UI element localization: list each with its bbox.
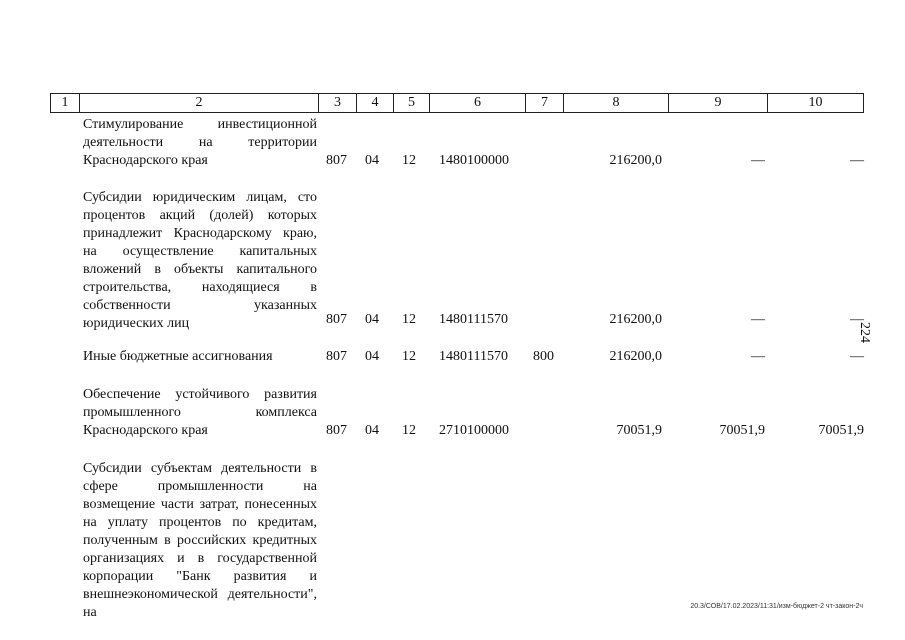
header-col-5: 5	[394, 94, 430, 112]
row-3-c3: 807	[326, 349, 347, 364]
row-4-c4: 04	[365, 423, 379, 438]
row-2-c3: 807	[326, 312, 347, 327]
row-5-name: Субсидии субъектам деятельности в сфере промышленности на возмещение части затрат, понесенных на уплату процентов по кредитам, полученным в российских кредитных организациях и в государственной корпорации "Банк развития и внешнеэкономической деятельности", на	[83, 461, 317, 620]
row-4-c3: 807	[326, 423, 347, 438]
header-col-1: 1	[51, 94, 80, 112]
row-1-c3: 807	[326, 153, 347, 168]
row-4-c9: 70051,9	[719, 423, 765, 438]
row-4-c10: 70051,9	[818, 423, 864, 438]
row-3-c7: 800	[533, 349, 554, 364]
page-number: 224	[857, 322, 872, 343]
header-col-6: 6	[430, 94, 526, 112]
document-footer: 20.3/СОВ/17.02.2023/11:31/изм-бюджет-2 чт-закон-2ч	[690, 603, 863, 610]
header-col-2: 2	[80, 94, 319, 112]
row-4-c5: 12	[402, 423, 416, 438]
row-4-c8: 70051,9	[616, 423, 662, 438]
row-3-c8: 216200,0	[609, 349, 662, 364]
row-1-c10: —	[850, 153, 864, 168]
header-col-10: 10	[808, 95, 823, 110]
row-1-c4: 04	[365, 153, 379, 168]
row-3-name: Иные бюджетные ассигнования	[83, 349, 273, 364]
row-2-c9: —	[751, 312, 765, 327]
row-3-c10: —	[850, 349, 864, 364]
row-4-c6: 2710100000	[439, 423, 509, 438]
row-1-c5: 12	[402, 153, 416, 168]
row-2-c4: 04	[365, 312, 379, 327]
row-3-c6: 1480111570	[439, 349, 508, 364]
row-2-c8: 216200,0	[609, 312, 662, 327]
row-1-c8: 216200,0	[609, 153, 662, 168]
row-2-c10: —	[850, 312, 864, 327]
row-3-c5: 12	[402, 349, 416, 364]
row-1-c9: —	[751, 153, 765, 168]
table-header	[50, 93, 864, 113]
row-3-c9: —	[751, 349, 765, 364]
row-3-c4: 04	[365, 349, 379, 364]
row-1-c6: 1480100000	[439, 153, 509, 168]
row-2-c6: 1480111570	[439, 312, 508, 327]
row-2-name: Субсидии юридическим лицам, сто процентов акций (долей) которых принадлежит Краснодарскому краю, на осуществление капитальных вложений в объекты капитального строительства, находящиеся в собственности указанных юридических лиц	[83, 190, 317, 331]
header-col-7: 7	[526, 94, 564, 112]
row-1-name: Стимулирование инвестиционной деятельности на территории Краснодарского края	[83, 117, 317, 168]
header-col-4: 4	[357, 94, 394, 112]
header-col-8: 8	[564, 94, 669, 112]
row-2-c5: 12	[402, 312, 416, 327]
row-4-name: Обеспечение устойчивого развития промышленного комплекса Краснодарского края	[83, 387, 317, 438]
header-col-3: 3	[319, 94, 357, 112]
header-col-9: 9	[669, 94, 768, 112]
